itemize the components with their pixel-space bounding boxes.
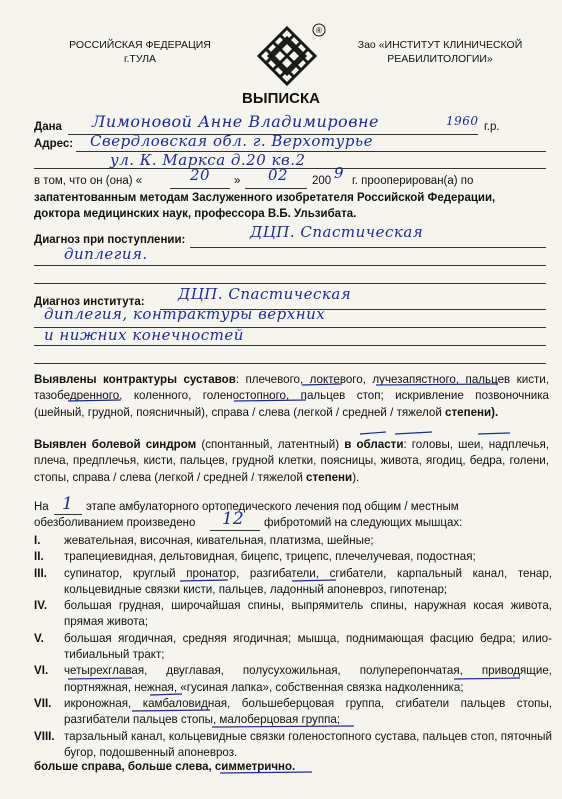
diag-inst-line1: ДЦП. Спастическая: [178, 285, 352, 303]
muscle-list: [34, 533, 552, 761]
method-line2: доктора медицинских наук, профессора В.Б. Ульзибата.: [34, 208, 357, 220]
birth-suffix: г.р.: [484, 121, 500, 133]
stage-underline: [54, 514, 82, 515]
date-after: г. прооперирован(а) по: [352, 175, 474, 187]
contractures-paragraph: [34, 372, 549, 421]
diag-inst-underline-3: [34, 345, 546, 346]
count-value: 12: [222, 509, 244, 529]
method-line1: запатентованным методам Заслуженного изобретателя Российской Федерации,: [34, 192, 496, 204]
pain-paragraph: [34, 437, 549, 486]
diag-in-underline-2: [34, 265, 546, 266]
stage-value: 1: [62, 494, 73, 514]
pain-lead2: в области: [344, 438, 404, 451]
diag-in-underline-1: [190, 247, 546, 248]
diag-inst-label: Диагноз института:: [34, 296, 145, 308]
registered-mark: ®: [316, 26, 322, 35]
list-item: VI. четырехглавая, двуглавая, полусухожильная, полуперепончатая, приводящие, портняжная, нежная, «гусиная лапка», собственная связка надколенника;: [34, 664, 552, 694]
list-item: VII. икроножная, камбаловидная, большеберцовая группа, сгибатели пальцев стопы, разгибатели пальцев стопы, малоберцовая группа;: [34, 696, 552, 727]
stage-word-1: На: [34, 501, 49, 513]
dana-value: Лимоновой Анне Владимировне: [92, 112, 380, 131]
stage-word-2: этапе амбулаторного ортопедического лечения под общим / местным: [86, 501, 459, 513]
date-prefix: в том, что он (она) «: [34, 175, 143, 187]
org-right-line2: РЕАБИЛИТОЛОГИИ»: [387, 53, 493, 65]
diag-in-underline-3: [34, 283, 546, 284]
contractures-lead: Выявлены контрактуры суставов: [34, 373, 236, 386]
contractures-tail: степени).: [445, 405, 499, 419]
document-title: ВЫПИСКА: [242, 90, 320, 107]
footer-line: больше справа, больше слева, симметрично.: [34, 761, 296, 773]
ink-underline: [395, 432, 432, 434]
date-mid: »: [234, 175, 241, 187]
diag-inst-underline-4: [34, 363, 546, 364]
date-year-suffix: 9: [334, 164, 345, 182]
address-label: Адрес:: [34, 138, 74, 150]
ink-underline: [478, 433, 510, 434]
address-line1: Свердловская обл. г. Верхотурье: [90, 132, 373, 150]
pain-mid: (спонтанный, латентный): [196, 438, 345, 451]
list-item: I. жевательная, височная, кивательная, платизма, шейные;: [34, 534, 374, 547]
pain-end: ).: [352, 470, 360, 484]
pain-text: : головы, шеи, надплечья, плеча, предплечья, кисти, пальцев, грудной клетки, поясницы, живота, ягодиц, бедра, голени, стопы, справа / слева (легкой / средней / тяжелой: [34, 438, 549, 484]
birth-year-value: 1960: [446, 114, 479, 128]
org-left-line2: г.ТУЛА: [123, 53, 157, 65]
list-item: VIII. тарзальный канал, кольцевидные связки голеностопного сустава, пальцев стоп, пяточный бугор, подошвенный апоневроз.: [34, 729, 552, 759]
address-line2: ул. К. Маркса д.20 кв.2: [110, 151, 306, 169]
endless-knot-logo-icon: [247, 20, 327, 90]
date-day: 20: [190, 166, 211, 184]
date-month-underline: [245, 188, 307, 189]
diag-inst-line3: и нижних конечностей: [44, 326, 244, 344]
pain-lead: Выявлен болевой синдром: [34, 438, 197, 451]
list-item: V. большая ягодичная, средняя ягодичная; мышца, поднимающая фасцию бедра; илио-тибиальный тракт;: [34, 631, 552, 662]
date-month: 02: [268, 166, 289, 184]
org-left-header: [55, 38, 225, 66]
diag-in-line2: диплегия.: [64, 245, 148, 263]
dana-label: Дана: [34, 121, 62, 133]
count-underline: [210, 530, 260, 531]
diag-in-line1: ДЦП. Спастическая: [250, 223, 424, 241]
date-day-underline: [170, 188, 230, 189]
contractures-text: : плечевого, локтевого, лучезапястного, пальцев кисти, тазобедренного, коленного, голеностопного, пальцев стоп; искривление позвоночника (шейный, грудной, поясничный), справа / слева (легкой / средней / тяжелой: [34, 373, 549, 419]
list-item: III. супинатор, круглый пронатор, разгибатели, сгибатели, карпальный канал, тенар, кольцевидные связки кисти, пальцев, ладонный апоневроз, гипотенар;: [34, 566, 552, 596]
org-left-line1: РОССИЙСКАЯ ФЕДЕРАЦИЯ: [69, 39, 211, 51]
date-year-prefix: 200: [312, 175, 332, 187]
org-right-header: [335, 38, 545, 66]
diag-inst-line2: диплегия, контрактуры верхних: [44, 305, 326, 323]
list-item: IV. большая грудная, широчайшая спины, выпрямитель спины, наружная косая живота, прямая живота;: [34, 599, 552, 629]
ink-underline: [360, 432, 386, 434]
org-right-line1: Зао «ИНСТИТУТ КЛИНИЧЕСКОЙ: [357, 39, 523, 51]
pain-tail: степени: [306, 470, 353, 484]
list-item: II. трапециевидная, дельтовидная, бицепс, трицепс, плечелучевая, подостная;: [34, 550, 476, 564]
diag-in-label: Диагноз при поступлении:: [34, 234, 186, 246]
stage-word-4: фибротомий на следующих мышцах:: [264, 517, 463, 529]
stage-word-3: обезболиванием произведено: [34, 517, 196, 529]
